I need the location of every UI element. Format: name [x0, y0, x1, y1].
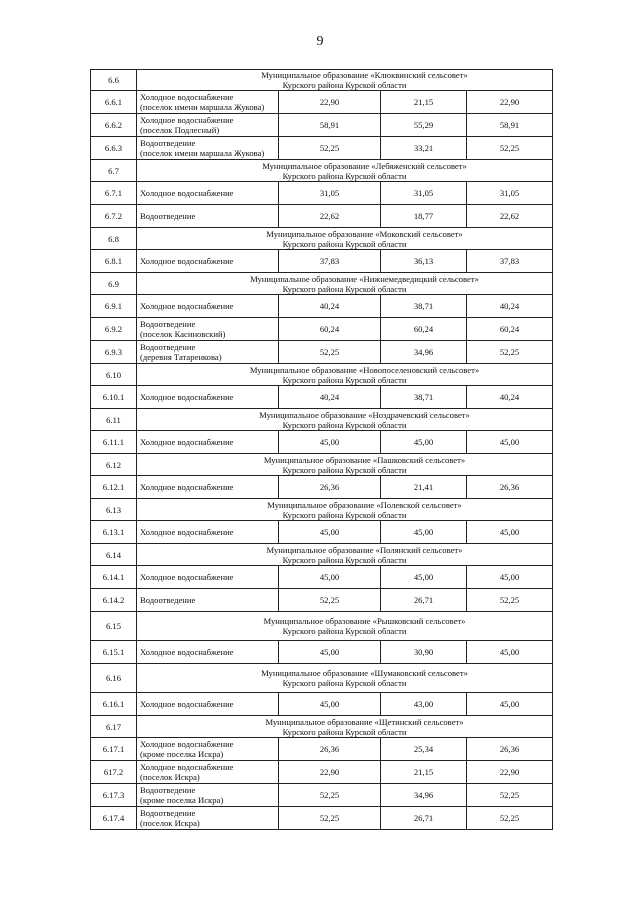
tariff-value-2: 18,77: [381, 205, 467, 228]
row-number: 6.17.4: [91, 807, 137, 830]
row-number: 6.17.1: [91, 738, 137, 761]
tariff-value-3: 45,00: [467, 566, 553, 589]
row-number: 6.15.1: [91, 641, 137, 664]
table-row: [91, 295, 553, 318]
row-number: 6.17: [91, 716, 137, 738]
row-number: 6.15: [91, 612, 137, 641]
row-number: 6.7: [91, 160, 137, 182]
tariff-value-2: 34,96: [381, 341, 467, 364]
service-name-line-1: Холодное водоснабжение: [140, 527, 234, 537]
tariff-value-2: 38,71: [381, 295, 467, 318]
tariff-value-3: 22,62: [467, 205, 553, 228]
section-row: [91, 228, 553, 250]
tariff-value-3: 52,25: [467, 341, 553, 364]
service-name: [137, 761, 279, 784]
service-name-line-1: Холодное водоснабжение: [140, 572, 234, 582]
service-name: [137, 521, 279, 544]
service-name: [137, 295, 279, 318]
service-name-line-1: Холодное водоснабжение: [140, 256, 234, 266]
service-name-line-1: Холодное водоснабжение: [140, 762, 234, 772]
section-title-line-2: Курского района Курской области: [282, 170, 407, 181]
tariff-value-2: 45,00: [381, 521, 467, 544]
section-row: [91, 454, 553, 476]
service-name: [137, 476, 279, 499]
service-name: [137, 738, 279, 761]
row-number: 6.7.1: [91, 182, 137, 205]
tariff-value-3: 45,00: [467, 693, 553, 716]
table-row: [91, 589, 553, 612]
section-title-line-1: Муниципальное образование «Шумаковский сельсовет»: [261, 668, 468, 678]
service-name: [137, 318, 279, 341]
tariff-value-1: 58,91: [279, 114, 381, 137]
tariff-value-2: 31,05: [381, 182, 467, 205]
section-row: [91, 664, 553, 693]
tariff-value-1: 52,25: [279, 137, 381, 160]
tariff-value-1: 52,25: [279, 784, 381, 807]
tariff-value-1: 52,25: [279, 807, 381, 830]
section-title-line-2: Курского района Курской области: [282, 626, 407, 636]
table-row: [91, 476, 553, 499]
section-title-line-2: Курского района Курской области: [282, 419, 407, 430]
page-number: 9: [316, 34, 324, 49]
section-row: [91, 544, 553, 566]
tariff-value-3: 26,36: [467, 476, 553, 499]
service-name-line-2: (кроме поселка Искра): [140, 795, 224, 805]
service-name-line-1: Холодное водоснабжение: [140, 482, 234, 492]
tariff-value-2: 38,71: [381, 386, 467, 409]
table-row: [91, 807, 553, 830]
service-name: [137, 386, 279, 409]
tariff-value-2: 26,71: [381, 807, 467, 830]
table-row: [91, 114, 553, 137]
table-row: [91, 386, 553, 409]
tariff-value-2: 55,29: [381, 114, 467, 137]
tariff-value-3: 40,24: [467, 386, 553, 409]
section-row: [91, 716, 553, 738]
row-number: 6.17.3: [91, 784, 137, 807]
row-number: 6.9: [91, 273, 137, 295]
row-number: 6.8: [91, 228, 137, 250]
section-title-line-1: Муниципальное образование «Щетинский сельсовет»: [265, 716, 464, 727]
service-name: [137, 205, 279, 228]
tariff-value-2: 36,13: [381, 250, 467, 273]
tariff-value-2: 34,96: [381, 784, 467, 807]
tariff-table: [90, 69, 553, 830]
section-row: [91, 499, 553, 521]
table-row: [91, 431, 553, 454]
table-row: [91, 250, 553, 273]
tariff-value-1: 45,00: [279, 566, 381, 589]
service-name: [137, 431, 279, 454]
tariff-value-2: 45,00: [381, 431, 467, 454]
table-row: [91, 738, 553, 761]
tariff-value-1: 40,24: [279, 295, 381, 318]
table-row: [91, 784, 553, 807]
service-name-line-1: Водоотведение: [140, 808, 196, 818]
tariff-value-1: 26,36: [279, 476, 381, 499]
tariff-value-1: 22,90: [279, 761, 381, 784]
tariff-value-3: 52,25: [467, 137, 553, 160]
section-row: [91, 409, 553, 431]
section-title-line-1: Муниципальное образование «Новопоселеновский сельсовет»: [249, 364, 480, 375]
service-name: [137, 693, 279, 716]
table-row: [91, 693, 553, 716]
service-name-line-1: Холодное водоснабжение: [140, 739, 234, 749]
row-number: 6.6.1: [91, 91, 137, 114]
tariff-value-1: 26,36: [279, 738, 381, 761]
service-name-line-1: Водоотведение: [140, 211, 196, 221]
service-name: [137, 182, 279, 205]
table-row: [91, 318, 553, 341]
section-title-line-1: Муниципальное образование «Рышковский сельсовет»: [263, 616, 466, 626]
section-title: [137, 544, 553, 566]
tariff-value-3: 60,24: [467, 318, 553, 341]
tariff-value-1: 45,00: [279, 641, 381, 664]
section-title-line-2: Курского района Курской области: [282, 238, 407, 249]
section-title-line-1: Муниципальное образование «Лебяженский сельсовет»: [262, 160, 467, 171]
tariff-value-2: 60,24: [381, 318, 467, 341]
service-name-line-2: (поселок Касиновский): [140, 329, 226, 339]
section-title-line-2: Курского района Курской области: [282, 509, 407, 520]
tariff-value-1: 45,00: [279, 521, 381, 544]
row-number: 6.6.2: [91, 114, 137, 137]
service-name: [137, 114, 279, 137]
tariff-value-3: 45,00: [467, 521, 553, 544]
row-number: 6.6.3: [91, 137, 137, 160]
service-name: [137, 641, 279, 664]
service-name-line-1: Водоотведение: [140, 319, 196, 329]
tariff-value-3: 26,36: [467, 738, 553, 761]
section-title: [137, 454, 553, 476]
service-name-line-1: Холодное водоснабжение: [140, 392, 234, 402]
table-row: [91, 566, 553, 589]
section-row: [91, 70, 553, 91]
tariff-value-3: 45,00: [467, 431, 553, 454]
service-name: [137, 91, 279, 114]
row-number: 6.11.1: [91, 431, 137, 454]
service-name-line-1: Холодное водоснабжение: [140, 188, 234, 198]
section-title-line-1: Муниципальное образование «Клюквинский сельсовет»: [261, 70, 468, 80]
row-number: 6.10: [91, 364, 137, 386]
tariff-value-1: 22,90: [279, 91, 381, 114]
row-number: 6.6: [91, 70, 137, 91]
tariff-value-2: 21,15: [381, 761, 467, 784]
service-name-line-2: (поселок имени маршала Жукова): [140, 148, 265, 158]
service-name: [137, 589, 279, 612]
section-title: [137, 612, 553, 641]
service-name: [137, 250, 279, 273]
row-number: 6.14.1: [91, 566, 137, 589]
service-name-line-1: Холодное водоснабжение: [140, 301, 234, 311]
tariff-value-3: 45,00: [467, 641, 553, 664]
table-row: [91, 641, 553, 664]
tariff-value-3: 40,24: [467, 295, 553, 318]
section-title: [137, 499, 553, 521]
section-title: [137, 664, 553, 693]
tariff-value-1: 52,25: [279, 341, 381, 364]
service-name-line-2: (поселок Подлесный): [140, 125, 220, 135]
service-name-line-1: Водоотведение: [140, 342, 196, 352]
row-number: 6.13.1: [91, 521, 137, 544]
tariff-value-1: 40,24: [279, 386, 381, 409]
service-name-line-1: Холодное водоснабжение: [140, 437, 234, 447]
row-number: 6.11: [91, 409, 137, 431]
tariff-value-3: 58,91: [467, 114, 553, 137]
section-title-line-2: Курского района Курской области: [282, 80, 407, 90]
row-number: 6.9.2: [91, 318, 137, 341]
row-number: 6.14: [91, 544, 137, 566]
section-row: [91, 273, 553, 295]
section-title-line-2: Курского района Курской области: [282, 678, 407, 688]
section-title: [137, 409, 553, 431]
section-title-line-2: Курского района Курской области: [282, 464, 407, 475]
tariff-value-2: 26,71: [381, 589, 467, 612]
tariff-table-body: [91, 70, 553, 830]
service-name-line-2: (поселок имени маршала Жукова): [140, 102, 265, 112]
row-number: 6.10.1: [91, 386, 137, 409]
section-title-line-1: Муниципальное образование «Пашковский сельсовет»: [263, 454, 466, 465]
service-name-line-1: Холодное водоснабжение: [140, 115, 234, 125]
tariff-value-3: 31,05: [467, 182, 553, 205]
service-name-line-1: Водоотведение: [140, 595, 196, 605]
section-title-line-2: Курского района Курской области: [282, 726, 407, 737]
tariff-value-2: 21,41: [381, 476, 467, 499]
tariff-value-3: 22,90: [467, 761, 553, 784]
service-name: [137, 341, 279, 364]
row-number: 6.7.2: [91, 205, 137, 228]
tariff-value-3: 37,83: [467, 250, 553, 273]
section-title: [137, 70, 553, 91]
tariff-value-1: 60,24: [279, 318, 381, 341]
tariff-value-2: 33,21: [381, 137, 467, 160]
tariff-value-3: 52,25: [467, 784, 553, 807]
section-title-line-1: Муниципальное образование «Полянский сельсовет»: [266, 544, 463, 555]
section-row: [91, 612, 553, 641]
service-name-line-2: (поселок Искра): [140, 772, 200, 782]
row-number: 6.12: [91, 454, 137, 476]
service-name: [137, 784, 279, 807]
table-row: [91, 761, 553, 784]
tariff-value-1: 31,05: [279, 182, 381, 205]
section-title: [137, 273, 553, 295]
section-title: [137, 160, 553, 182]
tariff-value-2: 25,34: [381, 738, 467, 761]
section-title-line-2: Курского района Курской области: [282, 374, 407, 385]
tariff-value-2: 43,00: [381, 693, 467, 716]
tariff-value-1: 45,00: [279, 693, 381, 716]
table-row: [91, 137, 553, 160]
tariff-value-3: 52,25: [467, 807, 553, 830]
table-row: [91, 91, 553, 114]
service-name: [137, 807, 279, 830]
tariff-value-1: 22,62: [279, 205, 381, 228]
service-name-line-2: (деревня Татаренкова): [140, 352, 222, 362]
section-title-line-1: Муниципальное образование «Нижнемедведицкий сельсовет»: [250, 273, 479, 284]
tariff-value-3: 52,25: [467, 589, 553, 612]
table-row: [91, 341, 553, 364]
row-number: 6.9.3: [91, 341, 137, 364]
tariff-value-3: 22,90: [467, 91, 553, 114]
section-title-line-1: Муниципальное образование «Полевской сельсовет»: [267, 499, 462, 510]
service-name-line-1: Водоотведение: [140, 138, 196, 148]
service-name-line-1: Холодное водоснабжение: [140, 92, 234, 102]
service-name: [137, 137, 279, 160]
tariff-value-1: 45,00: [279, 431, 381, 454]
service-name-line-1: Холодное водоснабжение: [140, 647, 234, 657]
table-row: [91, 205, 553, 228]
row-number: 6.16.1: [91, 693, 137, 716]
tariff-value-2: 45,00: [381, 566, 467, 589]
service-name-line-1: Водоотведение: [140, 785, 196, 795]
row-number: 6.14.2: [91, 589, 137, 612]
row-number: 6.9.1: [91, 295, 137, 318]
section-row: [91, 160, 553, 182]
section-title: [137, 716, 553, 738]
row-number: 6.16: [91, 664, 137, 693]
tariff-value-2: 30,90: [381, 641, 467, 664]
row-number: 617.2: [91, 761, 137, 784]
section-title-line-1: Муниципальное образование «Моковский сельсовет»: [266, 228, 463, 239]
row-number: 6.13: [91, 499, 137, 521]
section-title: [137, 364, 553, 386]
tariff-value-1: 52,25: [279, 589, 381, 612]
service-name-line-2: (кроме поселка Искра): [140, 749, 224, 759]
tariff-value-2: 21,15: [381, 91, 467, 114]
tariff-value-1: 37,83: [279, 250, 381, 273]
section-title-line-1: Муниципальное образование «Ноздрачевский сельсовет»: [259, 409, 470, 420]
section-row: [91, 364, 553, 386]
section-title-line-2: Курского района Курской области: [282, 283, 407, 294]
row-number: 6.12.1: [91, 476, 137, 499]
row-number: 6.8.1: [91, 250, 137, 273]
section-title: [137, 228, 553, 250]
section-title-line-2: Курского района Курской области: [282, 554, 407, 565]
service-name-line-1: Холодное водоснабжение: [140, 699, 234, 709]
table-row: [91, 521, 553, 544]
table-row: [91, 182, 553, 205]
service-name-line-2: (поселок Искра): [140, 818, 200, 828]
service-name: [137, 566, 279, 589]
